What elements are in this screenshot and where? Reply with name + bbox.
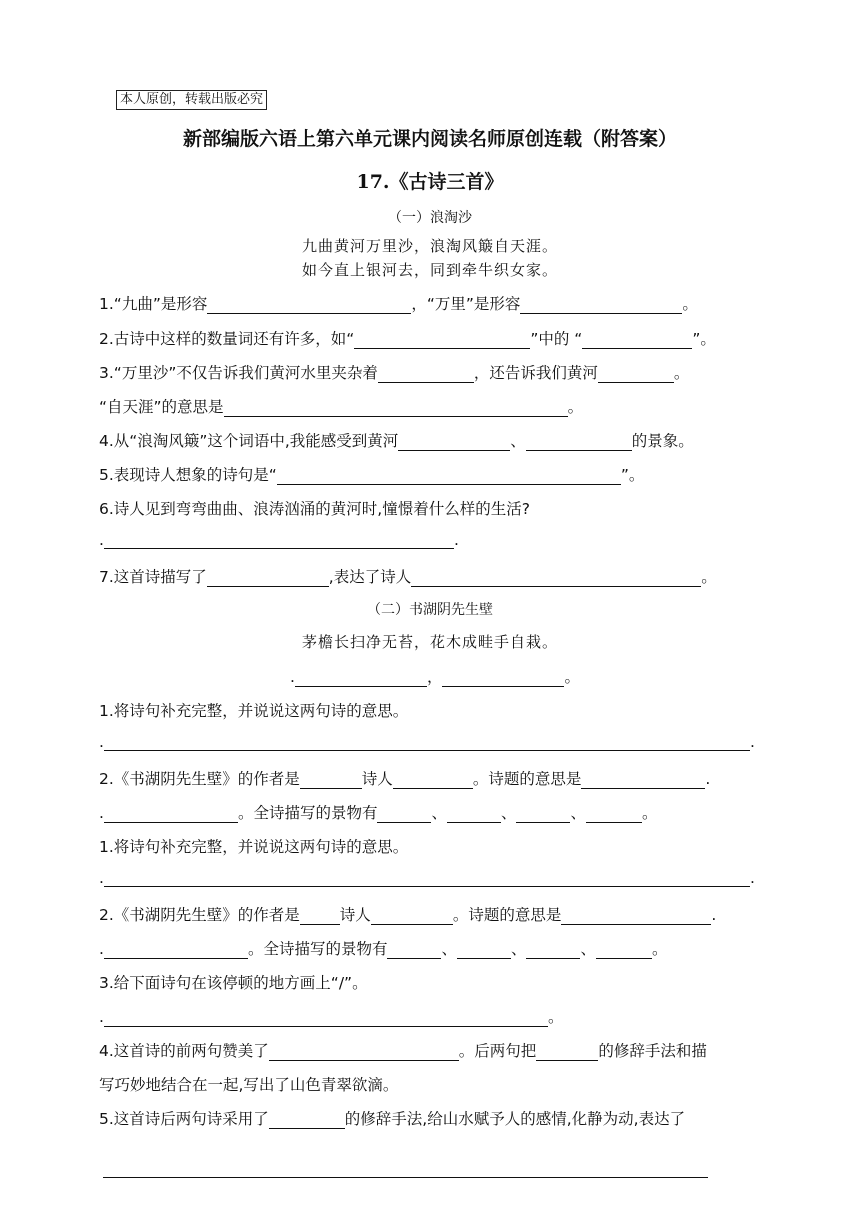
answer-blank[interactable] <box>561 908 711 925</box>
question-2-3: 3.给下面诗句在该停顿的地方画上“/”。 <box>99 974 368 992</box>
answer-blank[interactable] <box>598 366 674 383</box>
answer-blank[interactable] <box>586 806 642 823</box>
question-4: 4.从“浪淘风簸”这个词语中,我能感受到黄河 、 的景象。 <box>99 432 694 450</box>
answer-blank[interactable] <box>387 942 441 959</box>
question-7: 7.这首诗描写了 ,表达了诗人 。 <box>99 568 717 586</box>
answer-blank[interactable] <box>393 772 473 789</box>
question-2-1-repeat-answer: . . <box>99 869 755 887</box>
poem-line: 如今直上银河去，同到牵牛织女家。 <box>301 261 558 279</box>
answer-blank[interactable] <box>581 772 705 789</box>
answer-blank[interactable] <box>442 670 564 687</box>
question-2-1-repeat: 1.将诗句补充完整，并说说这两句诗的意思。 <box>99 838 409 856</box>
answer-blank[interactable] <box>104 942 248 959</box>
footer-rule <box>103 1177 708 1178</box>
question-5: 5.表现诗人想象的诗句是“ ”。 <box>99 466 645 484</box>
answer-blank[interactable] <box>104 806 238 823</box>
answer-blank[interactable] <box>378 366 474 383</box>
answer-blank[interactable] <box>411 570 701 587</box>
question-2-3-answer: . 。 <box>99 1008 564 1026</box>
copyright-stamp: 本人原创，转载出版必究 <box>116 90 267 110</box>
answer-blank[interactable] <box>295 670 427 687</box>
answer-blank[interactable] <box>354 332 530 349</box>
poem-line: 九曲黄河万里沙，浪淘风簸自天涯。 <box>301 237 558 255</box>
question-2-2-continued: . 。全诗描写的景物有 、 、 、 。 <box>99 804 658 822</box>
answer-blank[interactable] <box>300 908 340 925</box>
section-heading-1: （一）浪淘沙 <box>388 210 472 226</box>
answer-blank[interactable] <box>224 400 568 417</box>
answer-blank[interactable] <box>520 297 682 314</box>
answer-blank[interactable] <box>269 1044 459 1061</box>
question-2-4-continued: 写巧妙地结合在一起,写出了山色青翠欲滴。 <box>99 1076 399 1094</box>
question-2: 2.古诗中这样的数量词还有许多，如“ ”中的 “ ”。 <box>99 330 716 348</box>
answer-blank[interactable] <box>277 468 621 485</box>
answer-blank[interactable] <box>207 297 411 314</box>
answer-blank[interactable] <box>104 734 750 751</box>
answer-blank[interactable] <box>269 1112 345 1129</box>
question-2-1-answer: . . <box>99 733 755 751</box>
question-3: 3.“万里沙”不仅告诉我们黄河水里夹杂着 ，还告诉我们黄河 。 <box>99 364 690 382</box>
question-2-2-repeat: 2.《书湖阴先生壁》的作者是 诗人 。诗题的意思是 . <box>99 906 717 924</box>
page-title: 新部编版六语上第六单元课内阅读名师原创连载（附答案） <box>182 128 677 150</box>
answer-blank[interactable] <box>457 942 511 959</box>
answer-blank[interactable] <box>596 942 652 959</box>
answer-blank[interactable] <box>104 532 454 549</box>
answer-blank[interactable] <box>104 870 750 887</box>
answer-blank[interactable] <box>447 806 501 823</box>
question-2-1: 1.将诗句补充完整，并说说这两句诗的意思。 <box>99 702 409 720</box>
question-2-2-repeat-continued: . 。全诗描写的景物有 、 、 、 。 <box>99 940 668 958</box>
answer-blank[interactable] <box>536 1044 598 1061</box>
answer-blank[interactable] <box>207 570 329 587</box>
answer-blank[interactable] <box>377 806 431 823</box>
question-2-2: 2.《书湖阴先生壁》的作者是 诗人 。诗题的意思是 . <box>99 770 711 788</box>
answer-blank[interactable] <box>516 806 570 823</box>
question-3-continued: “自天涯”的意思是 。 <box>99 398 584 416</box>
answer-blank[interactable] <box>526 434 632 451</box>
question-2-4: 4.这首诗的前两句赞美了 。后两句把 的修辞手法和描 <box>99 1042 707 1060</box>
poem-line: 茅檐长扫净无苔，花木成畦手自栽。 <box>301 633 558 651</box>
answer-blank[interactable] <box>371 908 453 925</box>
lesson-title: 17.《古诗三首》 <box>356 171 504 193</box>
question-6-answer: . . <box>99 531 459 549</box>
answer-blank[interactable] <box>398 434 510 451</box>
answer-blank[interactable] <box>582 332 692 349</box>
answer-blank[interactable] <box>526 942 580 959</box>
question-6: 6.诗人见到弯弯曲曲、浪涛汹涌的黄河时,憧憬着什么样的生活? <box>99 500 530 518</box>
question-1: 1.“九曲”是形容 ，“万里”是形容 。 <box>99 295 698 313</box>
question-2-5: 5.这首诗后两句诗采用了 的修辞手法,给山水赋予人的感情,化静为动,表达了 <box>99 1110 686 1128</box>
poem-fill-line: . ， 。 <box>290 668 580 686</box>
answer-blank[interactable] <box>300 772 362 789</box>
answer-blank[interactable] <box>104 1010 548 1027</box>
section-heading-2: （二）书湖阴先生壁 <box>367 602 493 618</box>
